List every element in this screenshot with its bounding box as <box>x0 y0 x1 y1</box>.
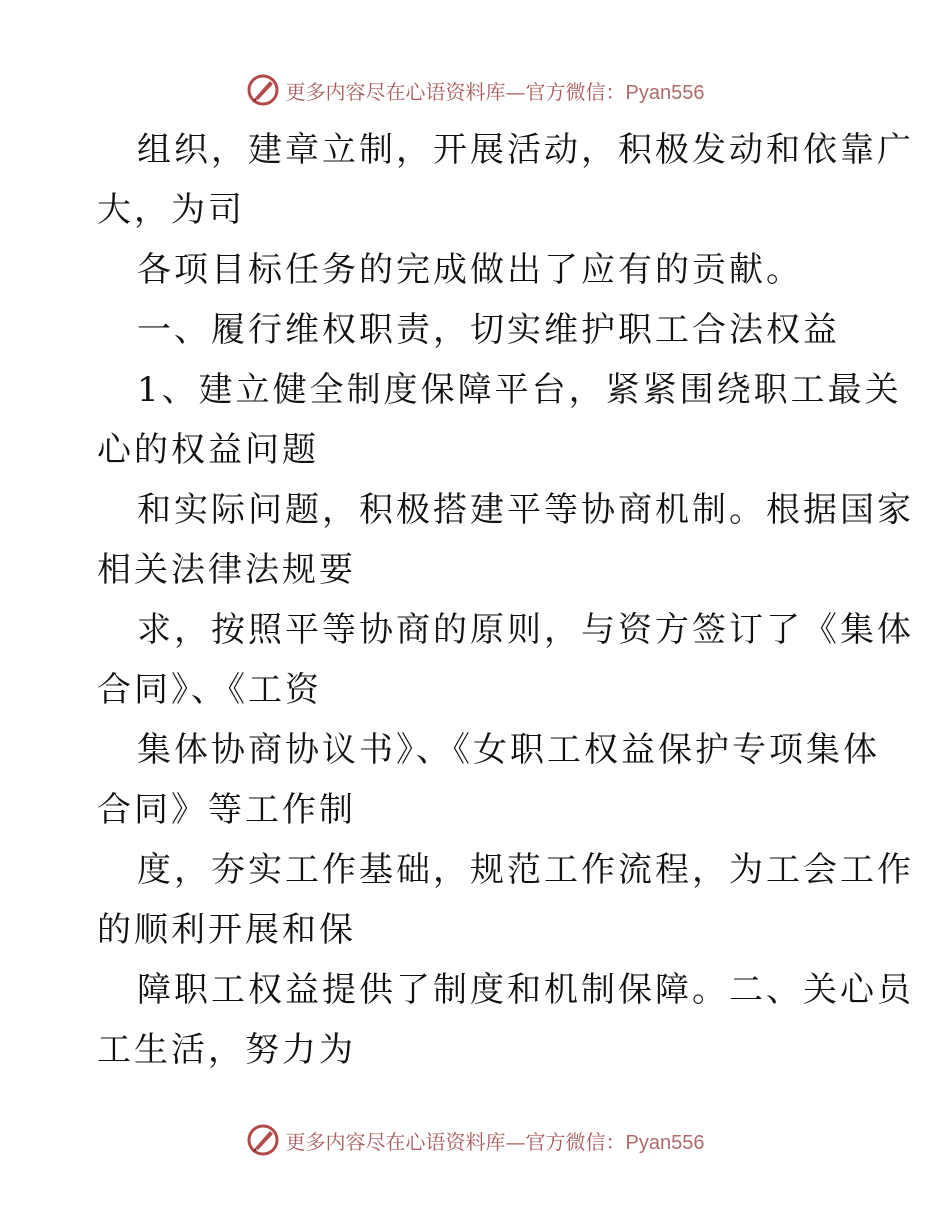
body-line: 1、建立健全制度保障平台，紧紧围绕职工最关 <box>137 370 902 410</box>
footer-watermark-banner <box>0 1120 950 1160</box>
body-line: 度，夯实工作基础，规范工作流程，为工会工作 <box>137 850 914 890</box>
body-line: 工生活，努力为 <box>97 1030 356 1070</box>
body-line: 和实际问题，积极搭建平等协商机制。根据国家 <box>137 490 914 530</box>
header-wechat-id: Pyan556 <box>625 81 705 104</box>
body-line: 心的权益问题 <box>97 430 319 470</box>
footer-watermark-text: 更多内容尽在心语资料库—官方微信：Pyan556 <box>285 1129 705 1154</box>
section-heading: 一、履行维权职责，切实维护职工合法权益 <box>137 310 840 350</box>
body-line: 求，按照平等协商的原则，与资方签订了《集体 <box>137 610 914 650</box>
quill-pen-logo-icon <box>246 73 280 107</box>
body-line: 合同》等工作制 <box>97 790 356 830</box>
body-line: 组织，建章立制，开展活动，积极发动和依靠广 <box>137 130 914 170</box>
footer-wechat-id: Pyan556 <box>625 1131 705 1154</box>
body-line: 各项目标任务的完成做出了应有的贡献。 <box>137 250 803 290</box>
body-line: 相关法律法规要 <box>97 550 356 590</box>
header-watermark-text: 更多内容尽在心语资料库—官方微信：Pyan556 <box>285 79 705 104</box>
header-watermark-banner <box>0 70 950 110</box>
body-line: 的顺利开展和保 <box>97 910 356 950</box>
quill-pen-logo-icon <box>246 1123 280 1157</box>
document-body <box>97 120 914 1080</box>
body-line: 大，为司 <box>97 190 245 230</box>
body-line: 集体协商协议书》、《女职工权益保护专项集体 <box>137 730 880 770</box>
body-line: 障职工权益提供了制度和机制保障。二、关心员 <box>137 970 914 1010</box>
body-line: 合同》、《工资 <box>97 670 322 710</box>
